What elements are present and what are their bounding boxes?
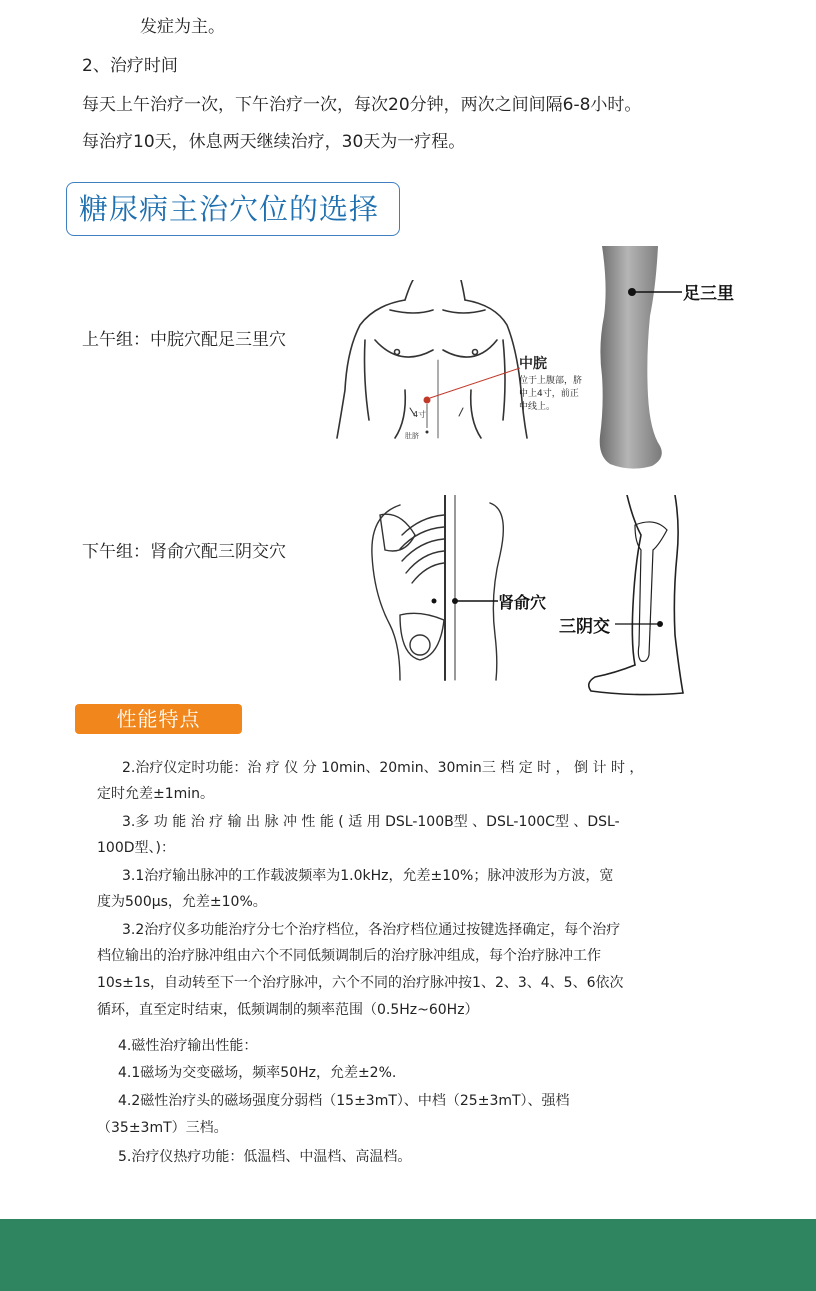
four-cun-mark: 4寸	[413, 410, 427, 419]
perf-line: 10s±1s，自动转至下一个治疗脉冲，六个不同的治疗脉冲按1、2、3、4、5、6依次	[97, 975, 624, 991]
sanyinjiao-point-marker	[657, 621, 663, 627]
afternoon-group-label: 下午组：肾俞穴配三阴交穴	[82, 542, 286, 562]
perf-line: 5.治疗仪热疗功能：低温档、中温档、高温档。	[118, 1149, 412, 1165]
perf-line: 3.2治疗仪多功能治疗分七个治疗档位，各治疗档位通过按键选择确定，每个治疗	[122, 922, 621, 938]
zhongwan-label: 中脘	[519, 356, 547, 372]
perf-line: （35±3mT）三档。	[97, 1120, 228, 1136]
zhongwan-desc-3: 中线上。	[519, 402, 556, 412]
perf-line: 100D型、)：	[97, 840, 175, 856]
footer-bar	[0, 1219, 816, 1291]
perf-line: 定时允差±1min。	[97, 786, 215, 802]
intro-line-1: 每天上午治疗一次，下午治疗一次，每次20分钟，两次之间间隔6-8小时。	[82, 95, 642, 115]
shenshu-label: 肾俞穴	[498, 593, 547, 612]
zhongwan-desc-1: 位于上腹部，脐	[519, 376, 583, 386]
perf-line: 度为500μs，允差±10%。	[97, 894, 267, 910]
intro-line-0: 发症为主。	[140, 17, 225, 37]
sanyinjiao-label: 三阴交	[559, 617, 610, 637]
perf-line: 4.1磁场为交变磁场，频率50Hz，允差±2%.	[118, 1065, 397, 1081]
treatment-time-heading: 2、治疗时间	[82, 56, 178, 76]
navel-mark: 肚脐	[405, 432, 419, 440]
intro-line-2: 每治疗10天，休息两天继续治疗，30天为一疗程。	[82, 132, 466, 152]
torso-illustration	[335, 280, 605, 440]
zusanli-label: 足三里	[683, 284, 734, 304]
perf-line: 2.治疗仪定时功能：治 疗 仪 分 10min、20min、30min三 档 定 时 ， 倒 计 时 ，	[122, 760, 644, 776]
perf-line: 4.2磁性治疗头的磁场强度分弱档（15±3mT）、中档（25±3mT）、强档	[118, 1093, 570, 1109]
perf-line: 循环，直至定时结束，低频调制的频率范围（0.5Hz~60Hz）	[97, 1002, 479, 1018]
perf-line: 4.磁性治疗输出性能：	[118, 1038, 258, 1054]
morning-group-label: 上午组：中脘穴配足三里穴	[82, 330, 286, 350]
performance-badge: 性能特点	[75, 704, 242, 734]
zhongwan-point-marker	[424, 397, 431, 404]
back-shenshu-illustration	[360, 495, 560, 685]
leg-zusanli-illustration	[590, 246, 750, 476]
section-title: 糖尿病主治穴位的选择	[66, 182, 400, 236]
zhongwan-desc-2: 中上4寸，前正	[519, 389, 579, 399]
perf-line: 3.1治疗输出脉冲的工作载波频率为1.0kHz，允差±10%；脉冲波形为方波，宽	[122, 868, 614, 884]
leg-sanyinjiao-illustration	[555, 495, 695, 700]
perf-line: 3.多 功 能 治 疗 输 出 脉 冲 性 能 ( 适 用 DSL-100B型 、DSL-100C型 、DSL-	[122, 814, 620, 830]
perf-line: 档位输出的治疗脉冲组由六个不同低频调制后的治疗脉冲组成，每个治疗脉冲工作	[97, 948, 601, 964]
